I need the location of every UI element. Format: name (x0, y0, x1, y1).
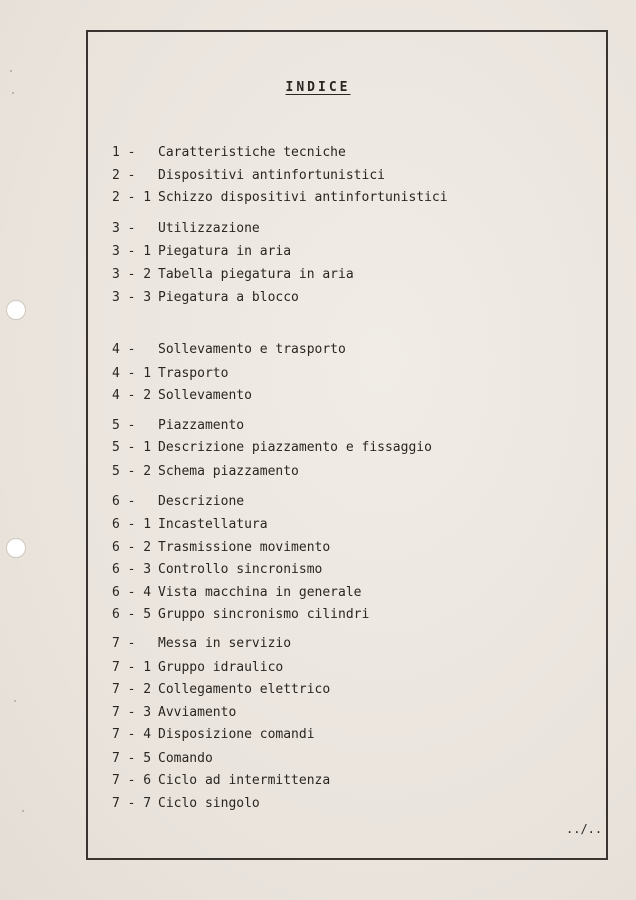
entry-label: Piegatura a blocco (158, 290, 299, 305)
entry-number: 5 - 1 (112, 440, 152, 455)
title-text: INDICE (285, 80, 351, 95)
entry-number: 6 - 3 (112, 562, 152, 577)
entry-label: Sollevamento (158, 388, 252, 403)
entry-label: Piazzamento (158, 418, 245, 433)
entry-label: Piegatura in aria (158, 244, 292, 259)
entry-number: 5 - 2 (112, 464, 152, 479)
entry-number: 7 - 5 (112, 751, 152, 766)
entry-number: 6 - 5 (112, 607, 152, 622)
entry-label: Schizzo dispositivi antinfortunistici (158, 190, 448, 205)
entry-number: 6 - 1 (112, 517, 152, 532)
entry-label: Trasmissione movimento (158, 540, 331, 555)
entry-number: 6 - 4 (112, 585, 152, 600)
entry-number: 7 - 7 (112, 796, 152, 811)
entry-label: Trasporto (158, 366, 229, 381)
entry-number: 3 - 1 (112, 244, 152, 259)
entry-number: 3 - (112, 221, 136, 236)
entry-label: Dispositivi antinfortunistici (158, 168, 385, 183)
entry-label: Incastellatura (158, 517, 268, 532)
entry-label: Messa in servizio (158, 636, 292, 651)
entry-number: 7 - 4 (112, 727, 152, 742)
entry-number: 7 - 6 (112, 773, 152, 788)
entry-number: 3 - 2 (112, 267, 152, 282)
entry-number: 6 - (112, 494, 136, 509)
entry-label: Vista macchina in generale (158, 585, 362, 600)
entry-label: Descrizione piazzamento e fissaggio (158, 440, 432, 455)
entry-number: 4 - (112, 342, 136, 357)
entry-label: Disposizione comandi (158, 727, 315, 742)
entry-label: Ciclo ad intermittenza (158, 773, 331, 788)
continuation-mark: ../.. (566, 822, 603, 836)
entry-label: Comando (158, 751, 213, 766)
punch-hole (6, 300, 26, 320)
page-title (0, 80, 636, 95)
entry-number: 6 - 2 (112, 540, 152, 555)
entry-label: Gruppo sincronismo cilindri (158, 607, 370, 622)
entry-number: 7 - 1 (112, 660, 152, 675)
entry-label: Controllo sincronismo (158, 562, 323, 577)
entry-label: Tabella piegatura in aria (158, 267, 354, 282)
entry-label: Ciclo singolo (158, 796, 260, 811)
entry-number: 4 - 1 (112, 366, 152, 381)
punch-hole (6, 538, 26, 558)
entry-number: 7 - (112, 636, 136, 651)
entry-label: Utilizzazione (158, 221, 260, 236)
entry-number: 5 - (112, 418, 136, 433)
entry-number: 3 - 3 (112, 290, 152, 305)
entry-number: 2 - (112, 168, 136, 183)
entry-label: Caratteristiche tecniche (158, 145, 346, 160)
entry-number: 1 - (112, 145, 136, 160)
entry-label: Collegamento elettrico (158, 682, 331, 697)
entry-number: 7 - 2 (112, 682, 152, 697)
entry-number: 7 - 3 (112, 705, 152, 720)
entry-label: Schema piazzamento (158, 464, 299, 479)
entry-label: Avviamento (158, 705, 237, 720)
entry-label: Sollevamento e trasporto (158, 342, 346, 357)
entry-label: Gruppo idraulico (158, 660, 284, 675)
entry-label: Descrizione (158, 494, 245, 509)
entry-number: 2 - 1 (112, 190, 152, 205)
entry-number: 4 - 2 (112, 388, 152, 403)
